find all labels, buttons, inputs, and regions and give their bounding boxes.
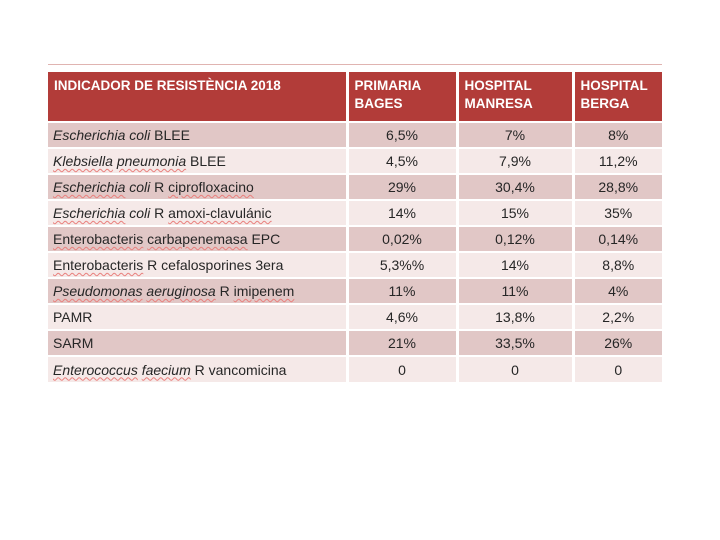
value-cell: 11% xyxy=(457,278,573,304)
indicator-text-segment: SARM xyxy=(53,335,94,351)
header-hospital-manresa: HOSPITAL MANRESA xyxy=(457,72,573,122)
indicator-text-segment: Enterobacteris xyxy=(53,231,144,247)
table-row xyxy=(48,148,662,174)
indicator-cell xyxy=(48,148,347,174)
value-cell: 4,5% xyxy=(347,148,457,174)
table-row xyxy=(48,252,662,278)
value-cell: 6,5% xyxy=(347,122,457,148)
indicator-text-segment: R xyxy=(150,179,169,195)
indicator-cell xyxy=(48,356,347,382)
table-row xyxy=(48,226,662,252)
indicator-cell xyxy=(48,122,347,148)
value-cell: 8,8% xyxy=(573,252,662,278)
value-cell: 0 xyxy=(573,356,662,382)
table-row xyxy=(48,356,662,382)
table-row xyxy=(48,122,662,148)
indicator-text-segment: Enterobacteris xyxy=(53,257,144,273)
indicator-text-segment: R xyxy=(215,283,234,299)
indicator-text-segment: R xyxy=(150,205,169,221)
value-cell: 0,02% xyxy=(347,226,457,252)
indicator-text-segment: BLEE xyxy=(186,153,226,169)
indicator-text-segment: Escherichia xyxy=(53,179,126,195)
value-cell: 0 xyxy=(347,356,457,382)
indicator-text-segment: pneumonia xyxy=(116,153,187,169)
value-cell: 7% xyxy=(457,122,573,148)
value-cell: 21% xyxy=(347,330,457,356)
table-row xyxy=(48,278,662,304)
value-cell: 35% xyxy=(573,200,662,226)
table-row xyxy=(48,200,662,226)
indicator-cell xyxy=(48,252,347,278)
header-primaria-bages: PRIMARIA BAGES xyxy=(347,72,457,122)
value-cell: 0,12% xyxy=(457,226,573,252)
value-cell: 8% xyxy=(573,122,662,148)
indicator-text-segment: Escherichia xyxy=(53,205,126,221)
value-cell: 14% xyxy=(347,200,457,226)
indicator-cell xyxy=(48,174,347,200)
table-header-row xyxy=(48,72,662,122)
header-hospital-berga: HOSPITAL BERGA xyxy=(573,72,662,122)
value-cell: 28,8% xyxy=(573,174,662,200)
indicator-text-segment: Klebsiella xyxy=(53,153,113,169)
value-cell: 4% xyxy=(573,278,662,304)
header-indicator: INDICADOR DE RESISTÈNCIA 2018 xyxy=(48,72,347,122)
value-cell: 14% xyxy=(457,252,573,278)
indicator-text-segment: Enterococcus xyxy=(53,361,138,378)
value-cell: 7,9% xyxy=(457,148,573,174)
value-cell: 2,2% xyxy=(573,304,662,330)
indicator-cell xyxy=(48,330,347,356)
table-row xyxy=(48,304,662,330)
indicator-text-segment: BLEE xyxy=(150,127,190,143)
value-cell: 4,6% xyxy=(347,304,457,330)
indicator-text-segment: EPC xyxy=(247,231,281,247)
indicator-text-segment: aeruginosa xyxy=(146,283,216,299)
indicator-cell xyxy=(48,226,347,252)
indicator-text-segment: PAMR xyxy=(53,309,93,325)
table-header xyxy=(48,72,662,122)
table-body xyxy=(48,122,662,382)
indicator-text-segment: carbapenemasa xyxy=(147,231,248,247)
indicator-text-segment: coli xyxy=(125,205,151,221)
indicator-cell xyxy=(48,200,347,226)
indicator-cell xyxy=(48,278,347,304)
resistance-indicators-table xyxy=(48,72,662,382)
indicator-text-segment: Escherichia coli xyxy=(53,127,151,143)
table-row xyxy=(48,174,662,200)
indicator-text-segment: Pseudomonas xyxy=(53,283,143,299)
indicator-text-segment: imipenem xyxy=(233,283,295,299)
value-cell: 15% xyxy=(457,200,573,226)
indicator-text-segment: ciprofloxacino xyxy=(168,179,254,195)
value-cell: 11,2% xyxy=(573,148,662,174)
indicator-text-segment: amoxi-clavulánic xyxy=(168,205,272,221)
value-cell: 11% xyxy=(347,278,457,304)
table-row xyxy=(48,330,662,356)
indicator-text-segment: R cefalosporines 3era xyxy=(143,257,284,273)
value-cell: 0,14% xyxy=(573,226,662,252)
table-top-rule xyxy=(48,64,662,65)
indicator-text-segment: coli xyxy=(125,179,151,195)
value-cell: 0 xyxy=(457,356,573,382)
value-cell: 30,4% xyxy=(457,174,573,200)
value-cell: 29% xyxy=(347,174,457,200)
indicator-cell xyxy=(48,304,347,330)
indicator-text-segment: R vancomicina xyxy=(190,361,287,378)
value-cell: 33,5% xyxy=(457,330,573,356)
value-cell: 13,8% xyxy=(457,304,573,330)
indicator-text-segment: faecium xyxy=(141,361,191,378)
value-cell: 26% xyxy=(573,330,662,356)
value-cell: 5,3%% xyxy=(347,252,457,278)
